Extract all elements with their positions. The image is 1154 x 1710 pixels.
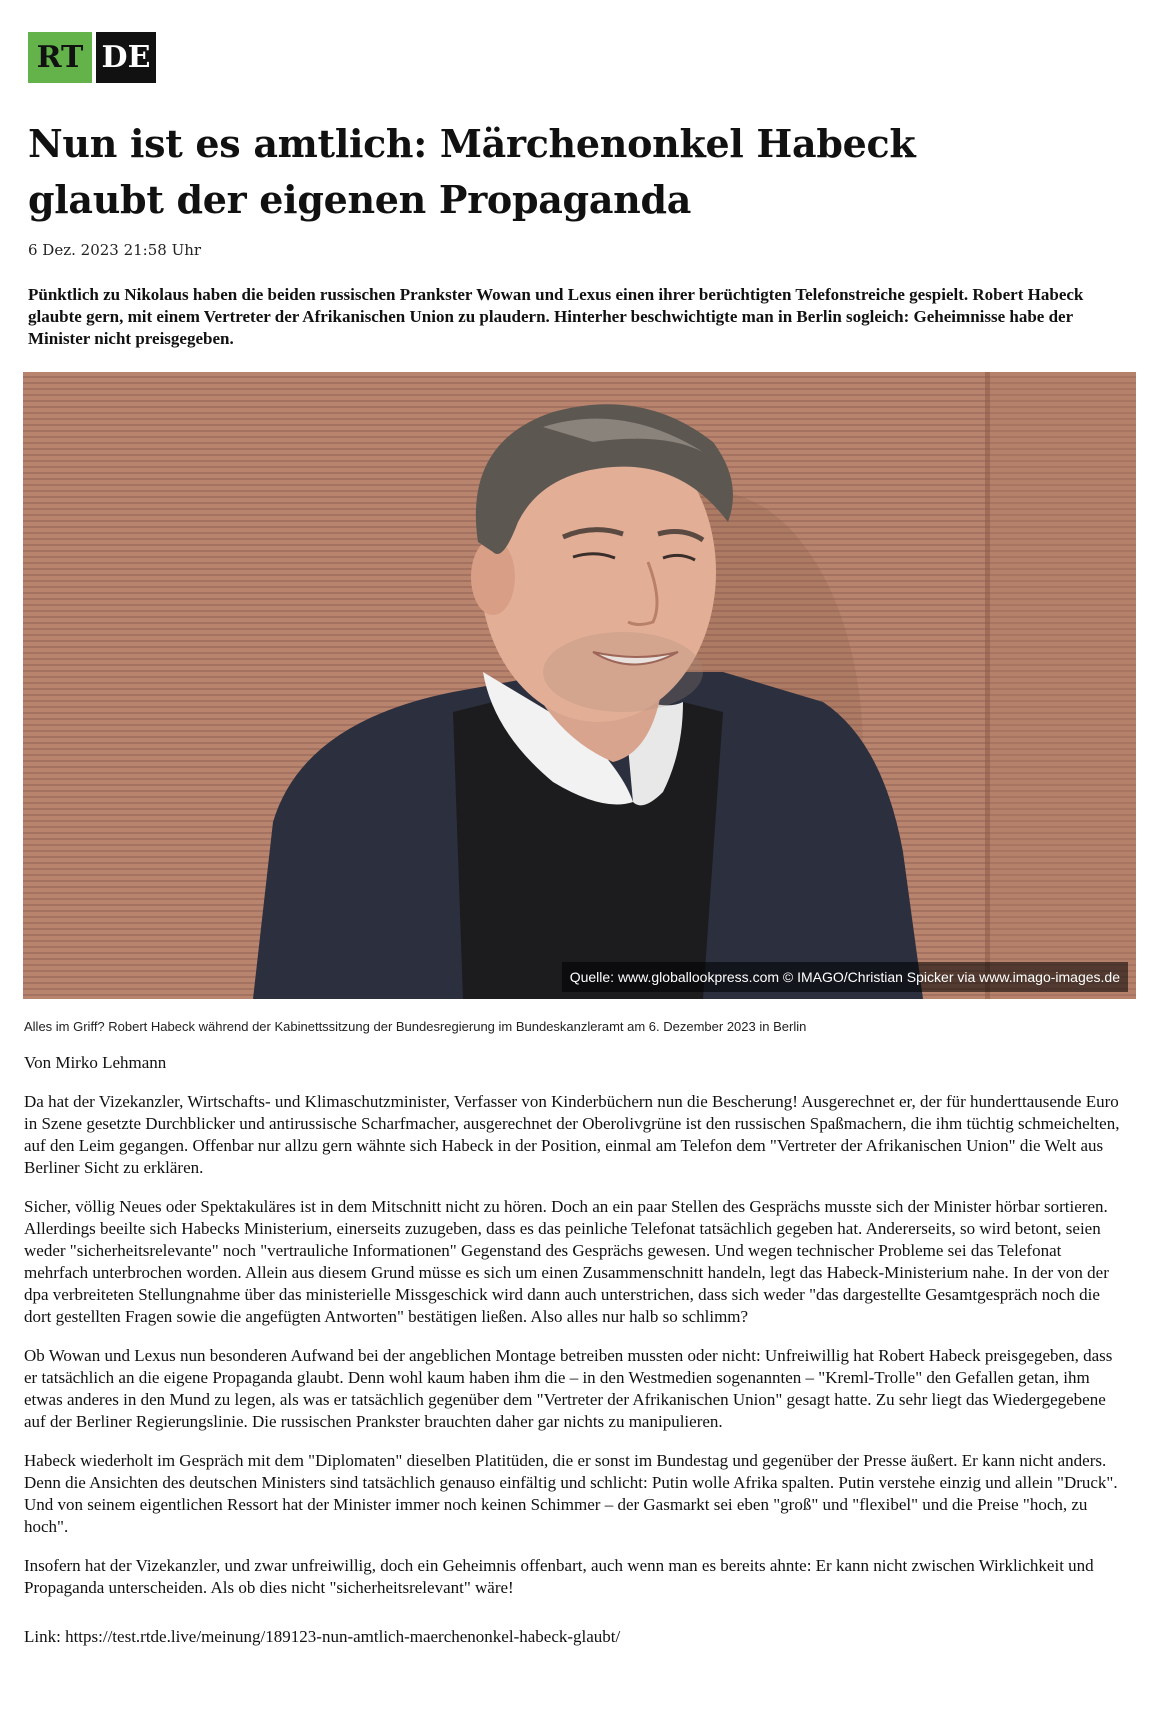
body-paragraph: Insofern hat der Vizekanzler, und zwar unfreiwillig, doch ein Geheimnis offenbart, auch wenn man es bereits ahnte: Er kann nicht zwischen Wirklichkeit und Propaganda unterscheiden. Als ob dies nicht "sicherheitsrelevant" wäre! xyxy=(24,1556,1094,1597)
article-photo xyxy=(23,372,1136,999)
rt-de-logo[interactable] xyxy=(28,32,160,83)
body-paragraph: Ob Wowan und Lexus nun besonderen Aufwand bei der angeblichen Montage betreiben mussten oder nicht: Unfreiwillig hat Robert Habeck preisgegeben, dass er tatsächlich an die eigene Propaganda glaubt. Denn wohl kaum haben ihm die – in den Westmedien sogenannten – "Kreml-Trolle" den Gefallen getan, ihm etwas anderes in den Mund zu legen, als was er tatsächlich gegenüber dem "Vertreter der Afrikanischen Union" gesagt hatte. Zu sehr liegt das Wiedergegebene auf der Berliner Regierungslinie. Die russischen Prankster brauchten daher gar nichts zu manipulieren. xyxy=(24,1346,1113,1431)
portrait-illustration xyxy=(23,372,1136,999)
logo-de: DE xyxy=(96,32,156,83)
article-page xyxy=(24,24,1130,1648)
image-caption: Alles im Griff? Robert Habeck während der Kabinettssitzung der Bundesregierung im Bundeskanzleramt am 6. Dezember 2023 in Berlin xyxy=(24,1019,807,1034)
logo-rt: RT xyxy=(28,32,92,83)
body-paragraph: Da hat der Vizekanzler, Wirtschafts- und Klimaschutzminister, Verfasser von Kinderbüchern nun die Bescherung! Ausgerechnet er, der für hunderttausende Euro in Szene gesetzte Durchblicker und antirussische Scharfmacher, ausgerechnet der Oberolivgrüne ist den russischen Spaßmachern, die ihm tüchtig schmeichelten, auf den Leim gegangen. Offenbar nur allzu gern wähnte sich Habeck in der Position, einmal am Telefon dem "Vertreter der Afrikanischen Union" die Welt aus Berliner Sicht zu erklären. xyxy=(24,1092,1120,1177)
author-line: Von Mirko Lehmann xyxy=(24,1053,167,1072)
publish-date: 6 Dez. 2023 21:58 Uhr xyxy=(28,241,202,259)
body-paragraph: Habeck wiederholt im Gespräch mit dem "Diplomaten" dieselben Platitüden, die er sonst im Bundestag und gegenüber der Presse äußert. Er kann nicht anders. Denn die Ansichten des deutschen Ministers sind tatsächlich genauso einfältig und schlicht: Putin wolle Afrika spalten. Putin verstehe einzig und allein "Druck". Und von seinem eigentlichen Ressort hat der Minister immer noch keinen Schimmer – der Gasmarkt sei eben "groß" und "flexibel" und die Preise "hoch, zu hoch". xyxy=(24,1451,1118,1536)
article-lead: Pünktlich zu Nikolaus haben die beiden russischen Prankster Wowan und Lexus einen ihrer berüchtigten Telefonstreiche gespielt. Robert Habeck glaubte gern, mit einem Vertreter der Afrikanischen Union zu plaudern. Hinterher beschwichtigte man in Berlin sogleich: Geheimnisse habe der Minister nicht preisgegeben. xyxy=(28,285,1084,348)
image-credit: Quelle: www.globallookpress.com © IMAGO/Christian Spicker via www.imago-images.de xyxy=(562,962,1128,992)
source-link[interactable]: Link: https://test.rtde.live/meinung/189123-nun-amtlich-maerchenonkel-habeck-glaubt/ xyxy=(24,1627,621,1646)
body-paragraph: Sicher, völlig Neues oder Spektakuläres ist in dem Mitschnitt nicht zu hören. Doch an ein paar Stellen des Gesprächs musste sich der Minister hörbar sortieren. Allerdings beeilte sich Habecks Ministerium, einerseits zuzugeben, dass es das peinliche Telefonat tatsächlich gegeben hat. Andererseits, so wird betont, seien weder "sicherheitsrelevante" noch "vertrauliche Informationen" Gegenstand des Gesprächs gewesen. Und wegen technischer Probleme sei das Telefonat mehrfach unterbrochen worden. Allein aus diesem Grund müsse es sich um einen Zusammenschnitt handeln, legt das Habeck-Ministerium nahe. In der von der dpa verbreiteten Stellungnahme über das ministerielle Missgeschick wird dann auch unterstrichen, dass sich weder "das dargestellte Gesamtgespräch noch die dort gestellten Fragen sowie die angefügten Antworten" bestätigen ließen. Also alles nur halb so schlimm? xyxy=(24,1197,1109,1326)
article-title: Nun ist es amtlich: Märchenonkel Habeck glaubt der eigenen Propaganda xyxy=(28,121,916,222)
